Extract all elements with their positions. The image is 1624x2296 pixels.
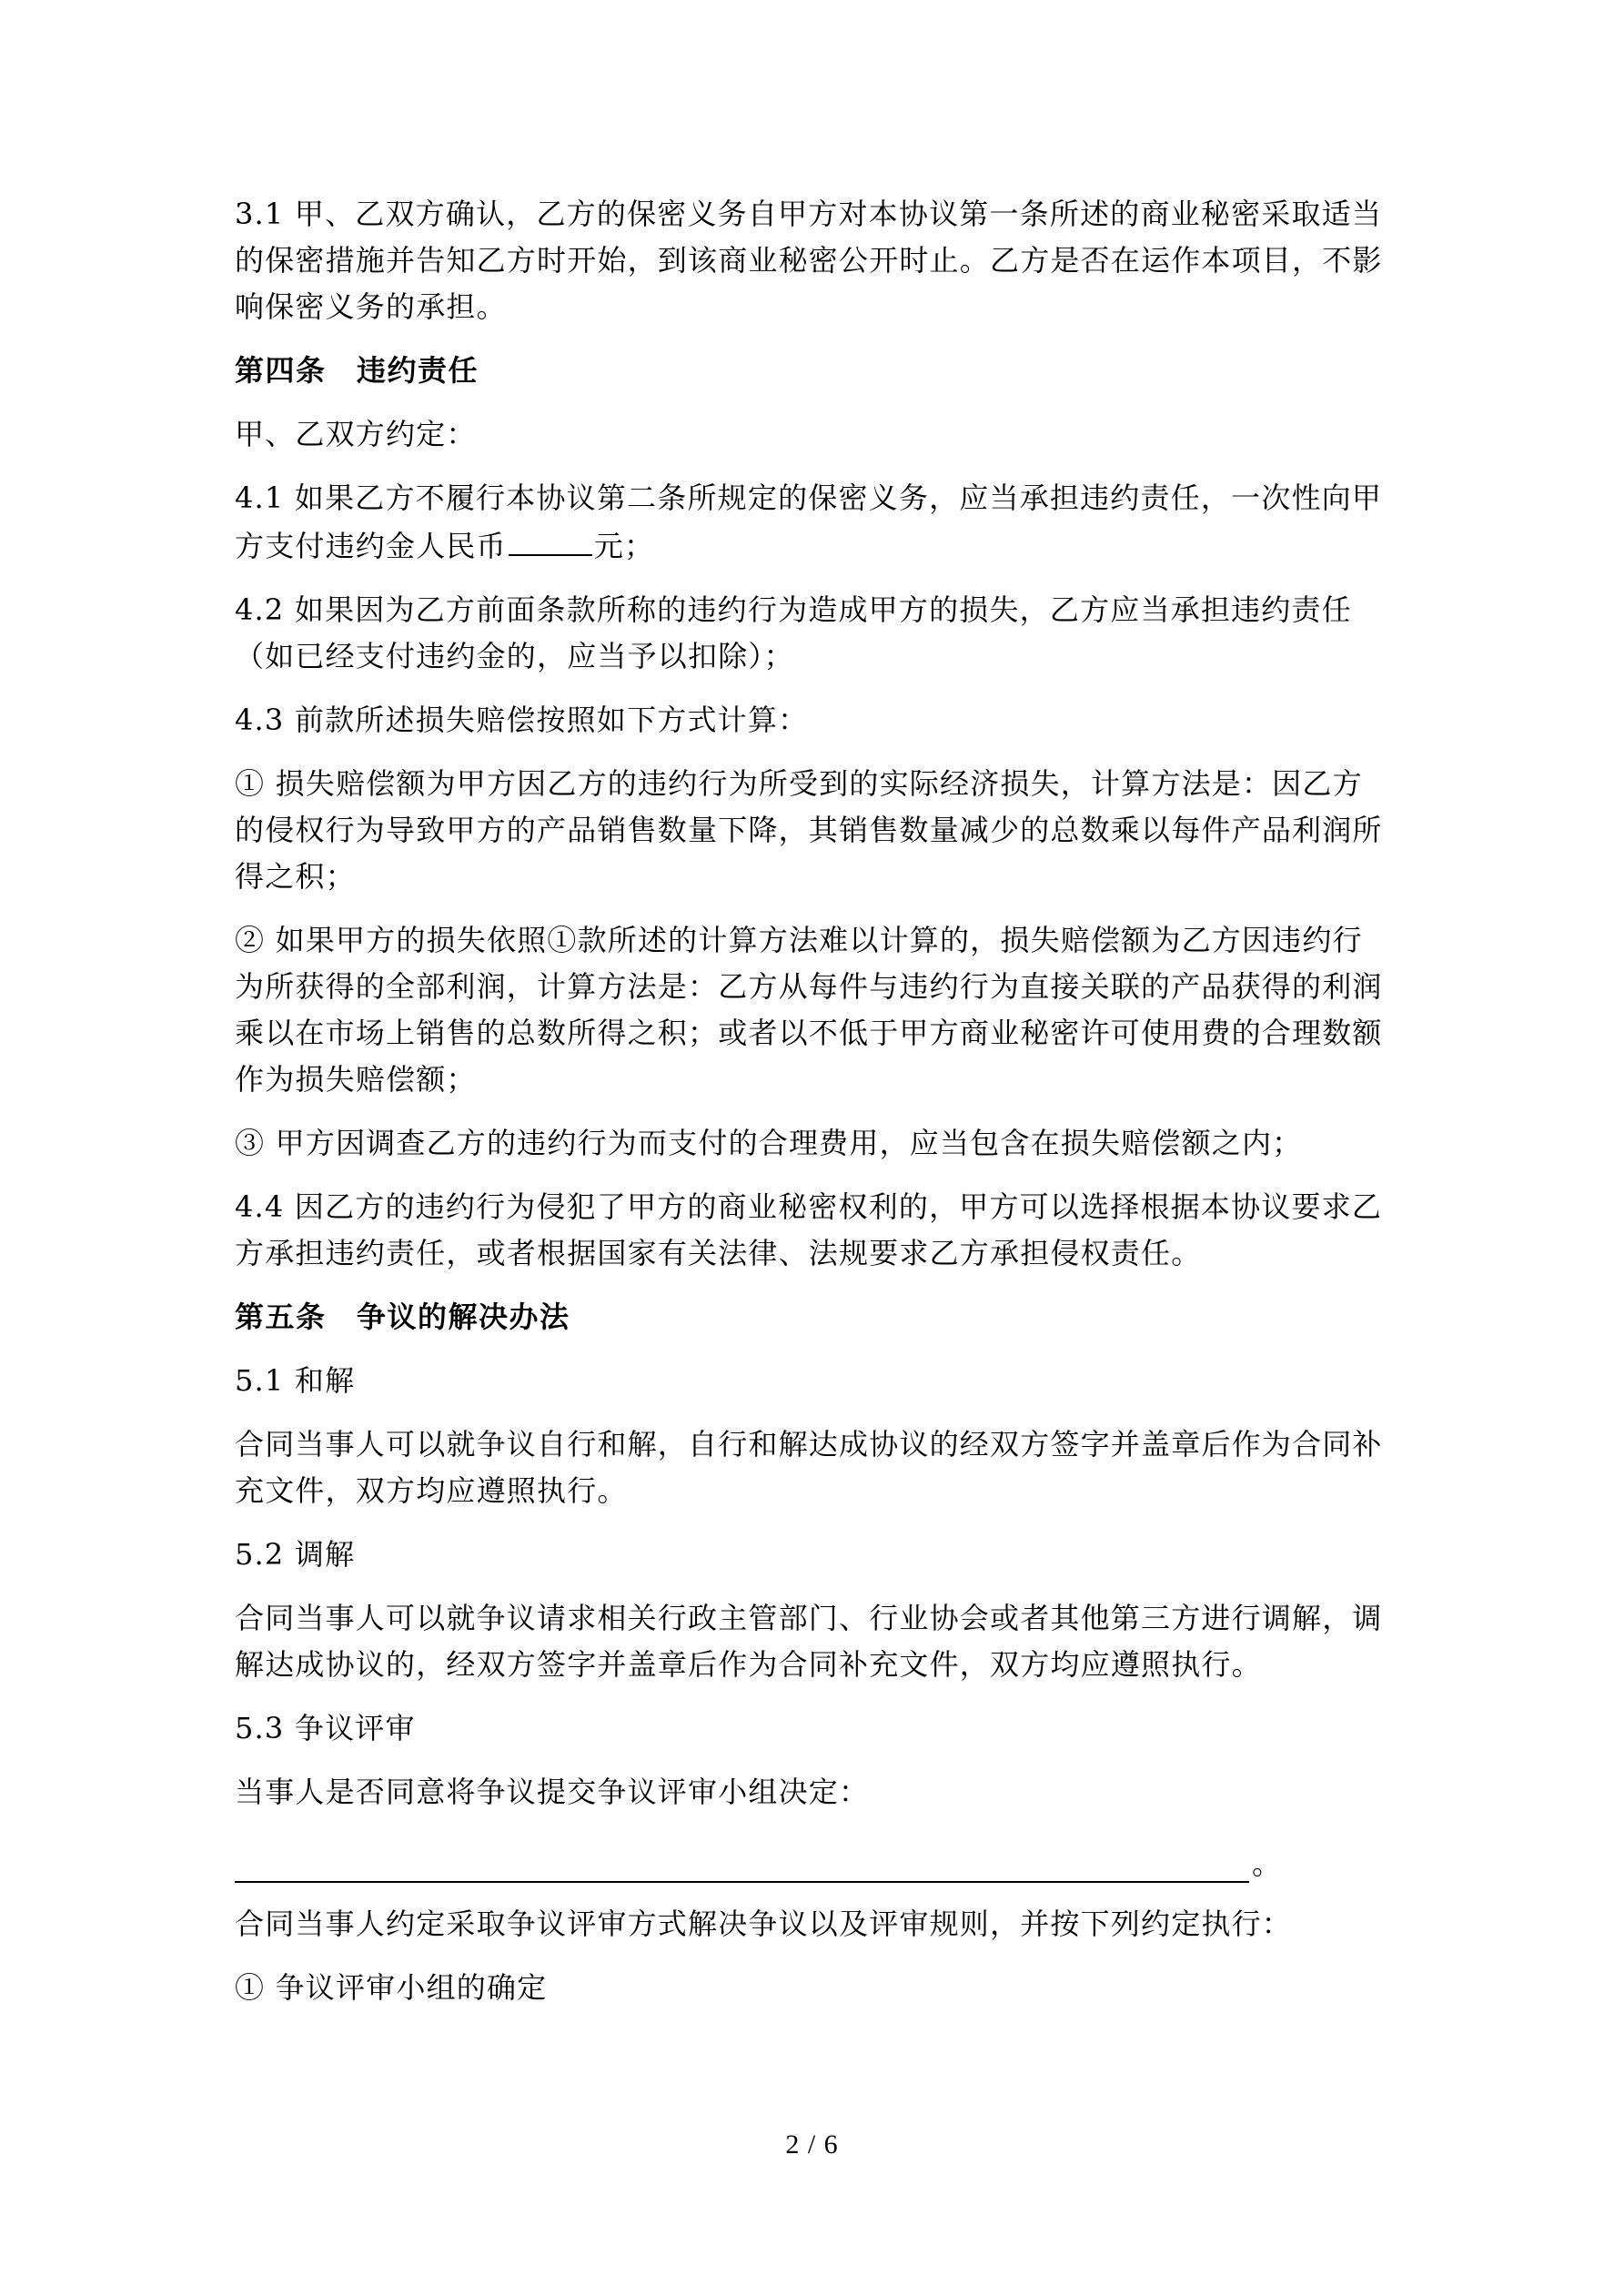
clause-4-3-item-1: ① 损失赔偿额为甲方因乙方的违约行为所受到的实际经济损失，计算方法是：因乙方的侵权行为导致甲方的产品销售数量下降，其销售数量减少的总数乘以每件产品利润所得之积；	[235, 766, 1383, 894]
clause-5-2-text: 合同当事人可以就争议请求相关行政主管部门、行业协会或者其他第三方进行调解，调解达成协议的，经双方签字并盖章后作为合同补充文件，双方均应遵照执行。	[235, 1601, 1383, 1682]
blank-line-period: 。	[1252, 1846, 1283, 1881]
clause-5-3-rules: 合同当事人约定采取争议评审方式解决争议以及评审规则，并按下列约定执行：	[235, 1907, 1293, 1941]
clause-5-3-question: 当事人是否同意将争议提交争议评审小组决定：	[235, 1775, 870, 1809]
answer-blank-line	[235, 1841, 1392, 1883]
page-number: 2 / 6	[785, 2129, 839, 2159]
article-4-heading: 第四条 违约责任	[235, 353, 479, 388]
clause-3-1: 3.1 甲、乙双方确认，乙方的保密义务自甲方对本协议第一条所述的商业秘密采取适当的保密措施并告知乙方时开始，到该商业秘密公开时止。乙方是否在运作本项目，不影响保密义务的承担。	[235, 197, 1383, 324]
clause-4-1	[235, 475, 1392, 570]
clause-4-3: 4.3 前款所述损失赔偿按照如下方式计算：	[235, 703, 809, 737]
clause-5-1-text: 合同当事人可以就争议自行和解，自行和解达成协议的经双方签字并盖章后作为合同补充文件，双方均应遵照执行。	[235, 1427, 1383, 1508]
clause-4-1-text: 4.1 如果乙方不履行本协议第二条所规定的保密义务，应当承担违约责任，一次性向甲方支付违约金人民币	[235, 480, 1383, 563]
clause-5-2-title: 5.2 调解	[235, 1537, 356, 1572]
article-5-heading: 第五条 争议的解决办法	[235, 1300, 570, 1334]
clause-4-1-suffix: 元；	[593, 529, 655, 563]
clause-5-3-item-1: ① 争议评审小组的确定	[235, 1970, 548, 2005]
clause-4-3-item-2: ② 如果甲方的损失依照①款所述的计算方法难以计算的，损失赔偿额为乙方因违约行为所获得的全部利润，计算方法是：乙方从每件与违约行为直接关联的产品获得的利润乘以在市场上销售的总数所得之积；或者以不低于甲方商业秘密许可使用费的合理数额作为损失赔偿额；	[235, 923, 1383, 1097]
blank-underline	[235, 1881, 1249, 1883]
clause-4-4: 4.4 因乙方的违约行为侵犯了甲方的商业秘密权利的，甲方可以选择根据本协议要求乙方承担违约责任，或者根据国家有关法律、法规要求乙方承担侵权责任。	[235, 1189, 1383, 1270]
clause-5-1-title: 5.1 和解	[235, 1363, 356, 1398]
clause-5-3-title: 5.3 争议评审	[235, 1711, 416, 1745]
penalty-amount-blank	[509, 521, 592, 556]
clause-4-3-item-3: ③ 甲方因调查乙方的违约行为而支付的合理费用，应当包含在损失赔偿额之内；	[235, 1126, 1303, 1160]
document-body	[235, 191, 1392, 2028]
clause-4-2: 4.2 如果因为乙方前面条款所称的违约行为造成甲方的损失，乙方应当承担违约责任（如已经支付违约金的，应当予以扣除）；	[235, 592, 1352, 673]
parties-agree-text: 甲、乙双方约定：	[235, 417, 477, 451]
